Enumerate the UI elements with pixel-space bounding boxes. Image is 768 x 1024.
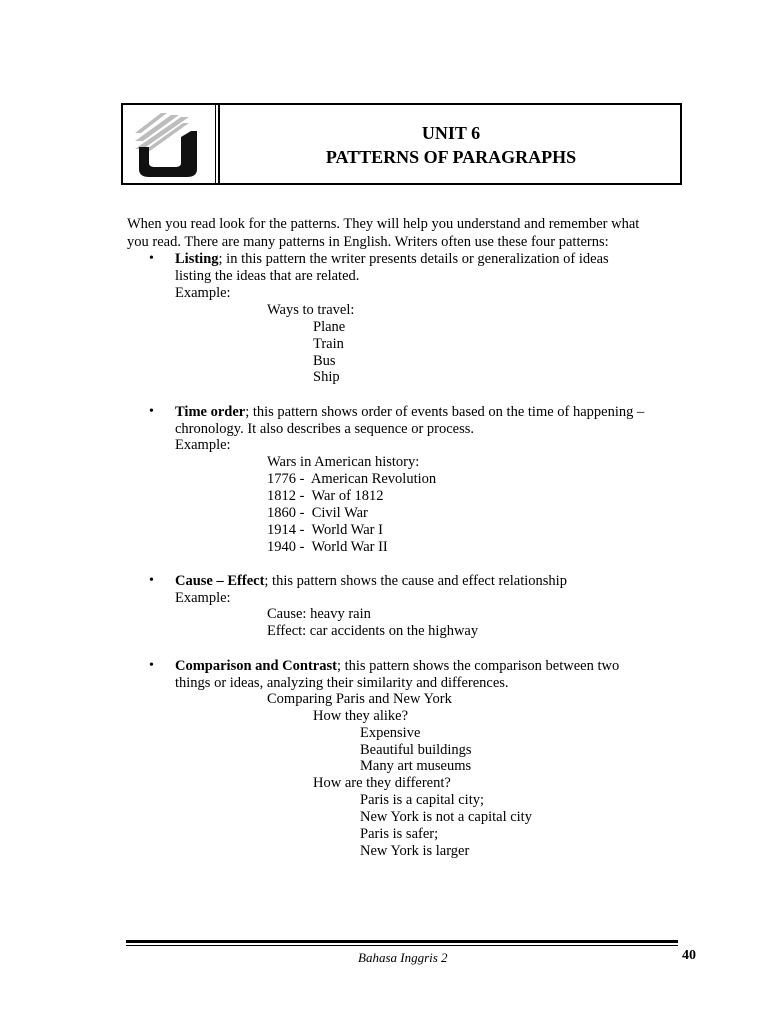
different-question: How are they different?: [313, 775, 451, 791]
listing-example-label: Example:: [175, 285, 231, 301]
list-item: 1812 - War of 1812: [267, 488, 384, 504]
list-item: New York is larger: [360, 843, 470, 859]
list-item: 1860 - Civil War: [267, 505, 368, 521]
comparison-desc: ; this pattern shows the comparison between two: [336, 658, 620, 674]
unit-header-box: [121, 103, 682, 185]
footer-divider-thin: [126, 945, 678, 946]
list-item: 1940 - World War II: [267, 539, 388, 555]
page-number: 40: [682, 948, 696, 963]
listing-line-2: listing the ideas that are related.: [175, 268, 360, 284]
logo-icon: [131, 111, 211, 181]
alike-question: How they alike?: [313, 708, 409, 724]
cause-effect-line-1: [175, 573, 567, 590]
list-item: Bus: [313, 353, 336, 369]
list-item: Paris is a capital city;: [360, 792, 485, 808]
listing-desc: ; in this pattern the writer presents details or generalization of ideas: [218, 251, 609, 267]
comparison-line-2: things or ideas, analyzing their similarity and differences.: [175, 675, 509, 691]
list-item: Train: [313, 336, 344, 352]
logo-cell: [123, 105, 220, 183]
cause-text: Cause: heavy rain: [267, 606, 371, 622]
list-item: Paris is safer;: [360, 826, 439, 842]
time-order-line-2: chronology. It also describes a sequence or process.: [175, 421, 475, 437]
time-order-desc: ; this pattern shows order of events based on the time of happening –: [245, 404, 645, 420]
comparison-line-1: [175, 658, 619, 675]
cause-effect-term: Cause – Effect: [175, 573, 265, 589]
footer-text: Bahasa Inggris 2: [358, 950, 448, 965]
list-item: Plane: [313, 319, 346, 335]
listing-line-1: [175, 251, 609, 268]
list-item: 1914 - World War I: [267, 522, 383, 538]
comparison-term: Comparison and Contrast: [175, 658, 337, 674]
bullet-icon: •: [149, 251, 154, 266]
list-item: Beautiful buildings: [360, 742, 472, 758]
bullet-icon: •: [149, 404, 154, 419]
list-item: Expensive: [360, 725, 421, 741]
bullet-icon: •: [149, 573, 154, 588]
unit-number: UNIT 6: [421, 123, 481, 143]
footer-divider: [126, 940, 678, 943]
bullet-icon: •: [149, 658, 154, 673]
title-cell: [222, 105, 680, 183]
comparison-heading: Comparing Paris and New York: [267, 691, 452, 707]
list-item: Ship: [313, 369, 340, 385]
cause-effect-desc: ; this pattern shows the cause and effect relationship: [264, 573, 567, 589]
list-item: Many art museums: [360, 758, 472, 774]
page-title: PATTERNS OF PARAGRAPHS: [325, 147, 577, 167]
listing-heading: Ways to travel:: [267, 302, 355, 318]
effect-text: Effect: car accidents on the highway: [267, 623, 479, 639]
time-order-term: Time order: [175, 404, 246, 420]
list-item: 1776 - American Revolution: [267, 471, 437, 487]
intro-line-1: When you read look for the patterns. They will help you understand and remember what: [127, 216, 640, 232]
time-order-example-label: Example:: [175, 437, 231, 453]
time-order-line-1: [175, 404, 644, 421]
list-item: New York is not a capital city: [360, 809, 532, 825]
time-order-heading: Wars in American history:: [267, 454, 420, 470]
cause-effect-example-label: Example:: [175, 590, 231, 606]
intro-line-2: you read. There are many patterns in English. Writers often use these four patterns:: [127, 234, 609, 250]
listing-term: Listing: [175, 251, 219, 267]
